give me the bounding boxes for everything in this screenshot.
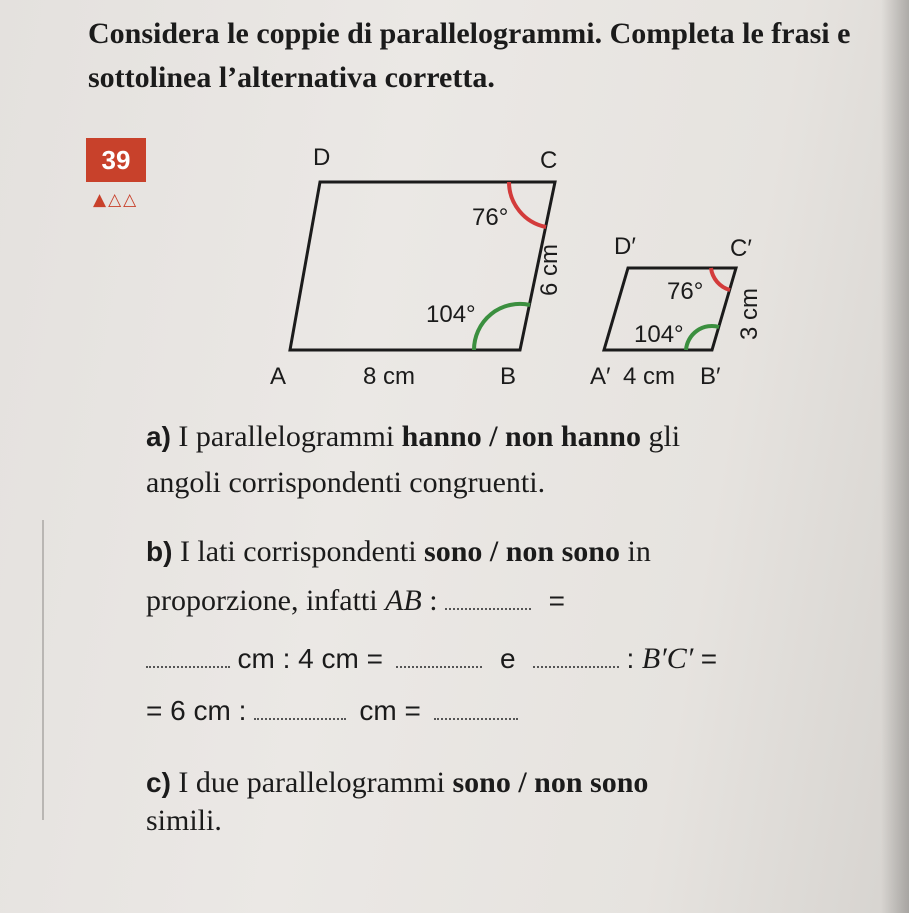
small-vertex-b: B′ bbox=[700, 363, 721, 390]
question-a-line1 bbox=[146, 416, 680, 458]
question-a-choice[interactable]: hanno / non hanno bbox=[401, 420, 641, 453]
blank-4[interactable] bbox=[533, 638, 619, 668]
question-b-line3 bbox=[146, 638, 717, 680]
angle-76-label: 76° bbox=[472, 204, 509, 231]
blank-2[interactable] bbox=[146, 638, 230, 668]
small-side-bc-label: 3 cm bbox=[736, 287, 763, 340]
question-b-cm-equals: cm = bbox=[359, 695, 421, 726]
small-vertex-d: D′ bbox=[614, 233, 636, 260]
question-b-line2-text: proporzione, infatti bbox=[146, 584, 386, 617]
small-angle-76-label: 76° bbox=[667, 278, 704, 305]
question-b-text1: I lati corrispondenti bbox=[179, 535, 425, 568]
vertex-b: B bbox=[500, 363, 517, 390]
page-margin-line bbox=[42, 520, 44, 820]
parallelograms-figure bbox=[0, 0, 909, 400]
blank-3[interactable] bbox=[396, 638, 482, 668]
question-c-line1 bbox=[146, 762, 648, 804]
blank-1[interactable] bbox=[445, 580, 531, 610]
side-ab-label: 8 cm bbox=[363, 363, 416, 390]
angle-104-label: 104° bbox=[426, 301, 476, 328]
side-bc-label: 6 cm bbox=[536, 243, 563, 296]
vertex-c: C bbox=[540, 147, 558, 174]
small-angle-arc-c bbox=[711, 268, 730, 290]
small-angle-104-label: 104° bbox=[634, 321, 684, 348]
question-a-text2: gli bbox=[640, 420, 681, 453]
small-vertex-c: C′ bbox=[730, 235, 752, 262]
question-b-line4 bbox=[146, 690, 518, 732]
question-b-six-cm: = 6 cm : bbox=[146, 695, 247, 726]
question-b-equals: = bbox=[548, 585, 565, 616]
angle-arc-c bbox=[509, 182, 546, 227]
question-b-label: b) bbox=[146, 536, 173, 567]
question-b-and: e bbox=[499, 643, 516, 674]
vertex-d: D bbox=[313, 144, 331, 171]
question-b-line1 bbox=[146, 531, 651, 573]
question-b-equals2: = bbox=[700, 643, 718, 674]
question-b-colon2: : bbox=[626, 643, 635, 674]
question-a-label: a) bbox=[146, 421, 171, 452]
question-b-choice[interactable]: sono / non sono bbox=[424, 535, 620, 568]
segment-b1c1: B′C′ bbox=[641, 642, 694, 675]
question-b-text2: in bbox=[619, 535, 651, 568]
segment-ab: AB bbox=[385, 584, 422, 617]
instruction-title: Considera le coppie di parallelogrammi. Completa le frasi e sottolinea l’alternativa corretta. bbox=[88, 17, 851, 94]
blank-5[interactable] bbox=[254, 690, 346, 720]
question-a-line2: angoli corrispondenti congruenti. bbox=[146, 466, 546, 499]
difficulty-triangles: ▲△△ bbox=[93, 190, 139, 210]
question-b-ratio: cm : 4 cm = bbox=[237, 643, 383, 674]
blank-6[interactable] bbox=[434, 690, 518, 720]
small-side-ab-label: 4 cm bbox=[623, 363, 676, 390]
question-c-choice[interactable]: sono / non sono bbox=[452, 766, 649, 799]
question-a-text1: I parallelogrammi bbox=[178, 420, 402, 453]
small-vertex-a: A′ bbox=[590, 363, 611, 390]
question-c-label: c) bbox=[146, 767, 171, 798]
exercise-number: 39 bbox=[86, 138, 146, 182]
question-b-line2 bbox=[146, 580, 565, 622]
question-b-colon: : bbox=[421, 584, 438, 617]
question-c-line2: simili. bbox=[146, 804, 222, 837]
question-c-text1: I due parallelogrammi bbox=[178, 766, 453, 799]
vertex-a: A bbox=[270, 363, 287, 390]
